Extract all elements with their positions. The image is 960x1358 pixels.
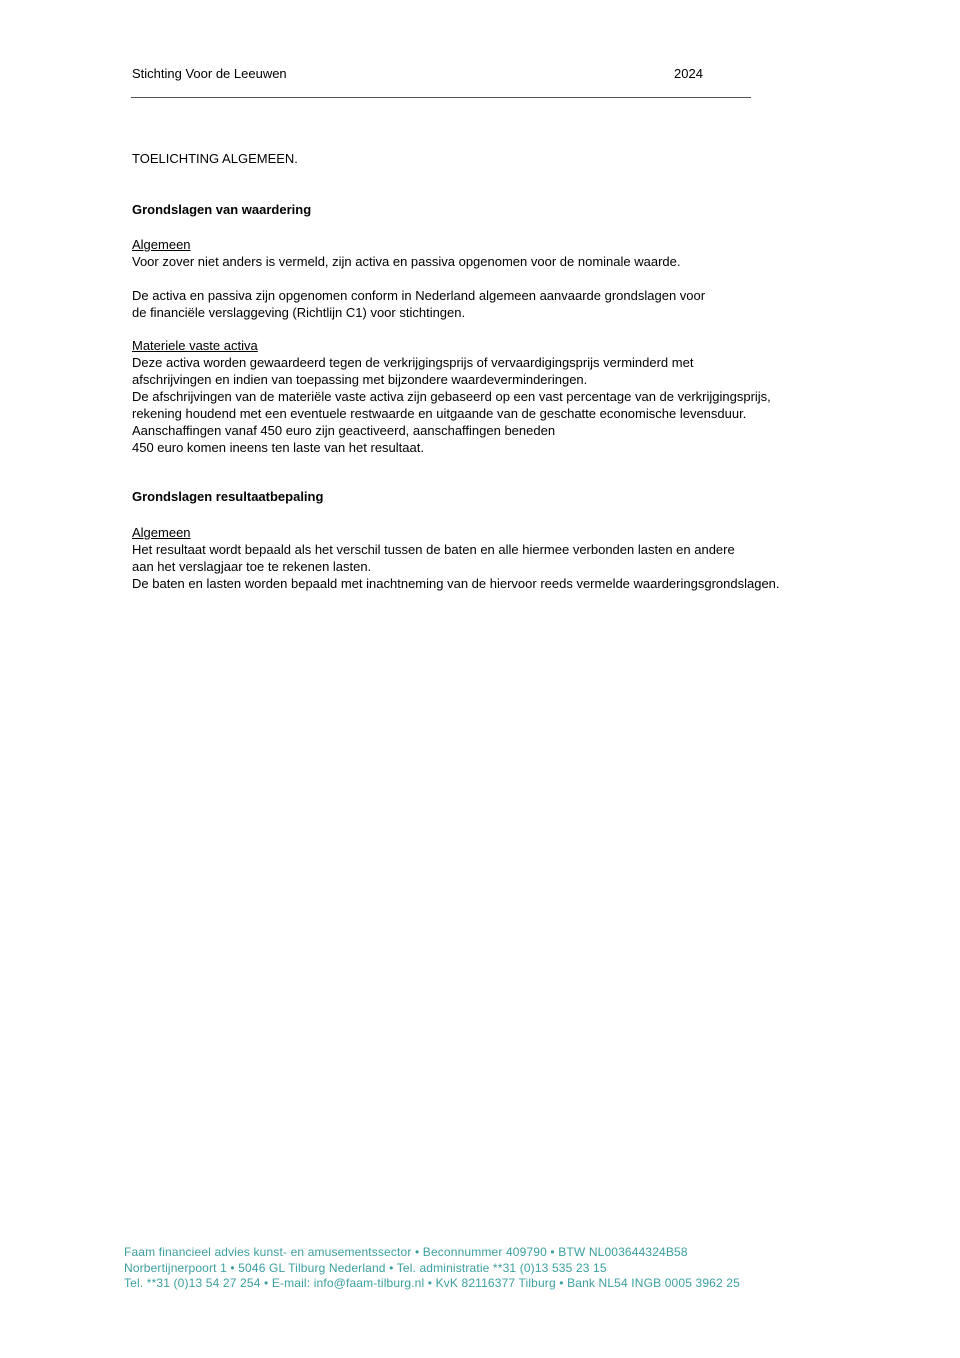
text-line: De afschrijvingen van de materiële vaste activa zijn gebaseerd op een vast percentage van de verkrijgingsprijs, <box>132 389 771 404</box>
text-line: De activa en passiva zijn opgenomen conform in Nederland algemeen aanvaarde grondslagen voor <box>132 288 706 303</box>
text-line: Voor zover niet anders is vermeld, zijn activa en passiva opgenomen voor de nominale waarde. <box>132 254 681 269</box>
section-heading-resultaatbepaling: Grondslagen resultaatbepaling <box>132 489 324 504</box>
paragraph-resultaat <box>132 541 780 592</box>
text-line: Deze activa worden gewaardeerd tegen de verkrijgingsprijs of vervaardigingsprijs verminderd met <box>132 355 694 370</box>
text-line: afschrijvingen en indien van toepassing met bijzondere waardeverminderingen. <box>132 372 588 387</box>
subheading-algemeen-2: Algemeen <box>132 525 191 540</box>
footer-line-contact: Tel. **31 (0)13 54 27 254 • E-mail: info@faam-tilburg.nl • KvK 82116377 Tilburg • Bank NL54 INGB 0005 3962 25 <box>124 1276 740 1290</box>
paragraph-nominale-waarde <box>132 253 680 270</box>
page-footer <box>124 1245 740 1292</box>
text-line: Het resultaat wordt bepaald als het verschil tussen de baten en alle hiermee verbonden lasten en andere <box>132 542 735 557</box>
text-line: de financiële verslaggeving (Richtlijn C1) voor stichtingen. <box>132 305 466 320</box>
subheading-materiele-vaste-activa: Materiele vaste activa <box>132 338 258 353</box>
paragraph-grondslagen <box>132 287 705 321</box>
text-line: rekening houdend met een eventuele restwaarde en uitgaande van de geschatte economische levensduur. <box>132 406 747 421</box>
text-line: aan het verslagjaar toe te rekenen lasten. <box>132 559 372 574</box>
text-line: 450 euro komen ineens ten laste van het resultaat. <box>132 440 424 455</box>
footer-line-address: Norbertijnerpoort 1 • 5046 GL Tilburg Nederland • Tel. administratie **31 (0)13 535 23 15 <box>124 1260 607 1275</box>
section-heading-waardering: Grondslagen van waardering <box>132 202 312 217</box>
header-year: 2024 <box>674 66 703 81</box>
main-title: TOELICHTING ALGEMEEN. <box>132 151 298 166</box>
paragraph-materiele-vaste-activa <box>132 354 771 456</box>
text-line: Aanschaffingen vanaf 450 euro zijn geactiveerd, aanschaffingen beneden <box>132 423 556 438</box>
text-line: De baten en lasten worden bepaald met inachtneming van de hiervoor reeds vermelde waarderingsgrondslagen. <box>132 576 780 591</box>
footer-line-company: Faam financieel advies kunst- en amusementssector • Beconnummer 409790 • BTW NL003644324B58 <box>124 1245 688 1259</box>
header-divider <box>131 97 751 98</box>
header-organization: Stichting Voor de Leeuwen <box>132 66 287 81</box>
subheading-algemeen-1: Algemeen <box>132 237 191 252</box>
